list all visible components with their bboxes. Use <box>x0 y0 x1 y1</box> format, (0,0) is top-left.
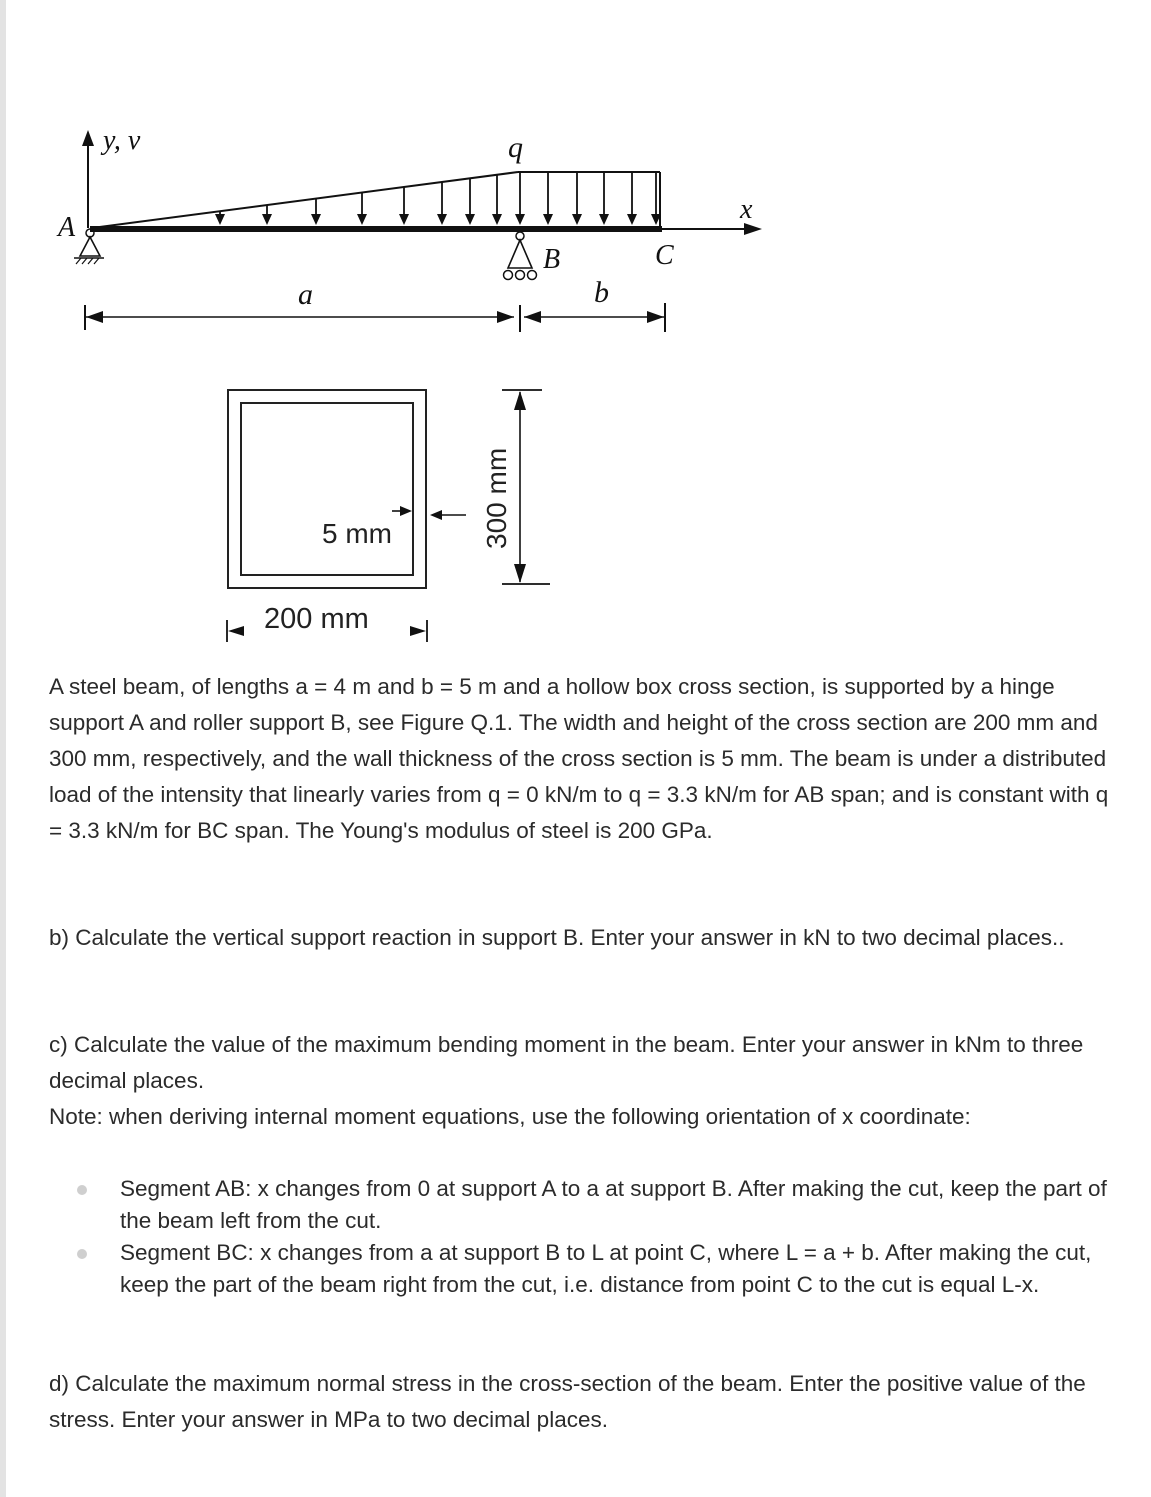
load-arrowhead <box>572 214 582 225</box>
load-arrowhead <box>627 214 637 225</box>
load-arrowhead <box>215 214 225 225</box>
segment-list <box>49 1173 1129 1301</box>
segment-ab-text: Segment AB: x changes from 0 at support A to a at support B. After making the cut, keep the part of the beam left from the cut. <box>120 1176 1107 1233</box>
load-arrowhead <box>492 214 502 225</box>
point-label-b: B <box>543 244 561 275</box>
load-arrowhead <box>357 214 367 225</box>
load-arrowhead <box>311 214 321 225</box>
hinge-support-a <box>74 229 104 264</box>
list-item <box>49 1173 1129 1237</box>
load-arrowhead <box>599 214 609 225</box>
problem-statement: A steel beam, of lengths a = 4 m and b = 5 m and a hollow box cross section, is supported by a hinge support A and roller support B, see Figure Q.1. The width and height of the cross section are 200 mm and 300 mm, respectively, and the wall thickness of the cross section is 5 mm. The beam is under a distributed load of the intensity that linearly varies from q = 0 kN/m to q = 3.3 kN/m for AB span; and is constant with q = 3.3 kN/m for BC span. The Young's modulus of steel is 200 GPa. <box>49 674 1109 843</box>
question-b: b) Calculate the vertical support reaction in support B. Enter your answer in kN to two decimal places.. <box>49 925 1065 950</box>
box-cross-section <box>228 390 426 588</box>
question-c: c) Calculate the value of the maximum bending moment in the beam. Enter your answer in kNm to three decimal places. <box>49 1032 1084 1093</box>
bullet-icon <box>77 1185 87 1195</box>
load-label-q: q <box>508 131 523 164</box>
bullet-icon <box>77 1249 87 1259</box>
load-arrowhead <box>399 214 409 225</box>
wall-thickness-arrows <box>392 506 466 520</box>
distributed-load <box>92 172 661 228</box>
load-arrowhead <box>437 214 447 225</box>
wall-thickness-label: 5 mm <box>322 518 392 549</box>
roller-support-b <box>504 232 537 280</box>
x-axis-label: x <box>740 194 753 225</box>
y-axis <box>82 130 94 228</box>
height-label: 300 mm <box>481 447 512 549</box>
width-label: 200 mm <box>264 603 369 635</box>
question-d: d) Calculate the maximum normal stress in the cross-section of the beam. Enter the positive value of the stress. Enter your answer in MPa to two decimal places. <box>49 1371 1086 1432</box>
span-label-a: a <box>298 278 313 311</box>
beam <box>90 226 662 232</box>
segment-bc-text: Segment BC: x changes from a at support B to L at point C, where L = a + b. After making the cut, keep the part of the beam right from the cut, i.e. distance from point C to the cut is equal L-x. <box>120 1240 1092 1297</box>
list-item <box>49 1237 1129 1301</box>
span-label-b: b <box>594 276 609 309</box>
note: Note: when deriving internal moment equations, use the following orientation of x coordinate: <box>49 1104 971 1129</box>
point-label-c: C <box>655 240 674 271</box>
point-label-a: A <box>58 212 76 243</box>
load-arrowhead <box>262 214 272 225</box>
y-axis-label: y, v <box>103 125 141 156</box>
load-arrowhead <box>465 214 475 225</box>
load-arrowhead <box>515 214 525 225</box>
load-arrowhead <box>543 214 553 225</box>
beam-figure <box>0 0 1151 660</box>
